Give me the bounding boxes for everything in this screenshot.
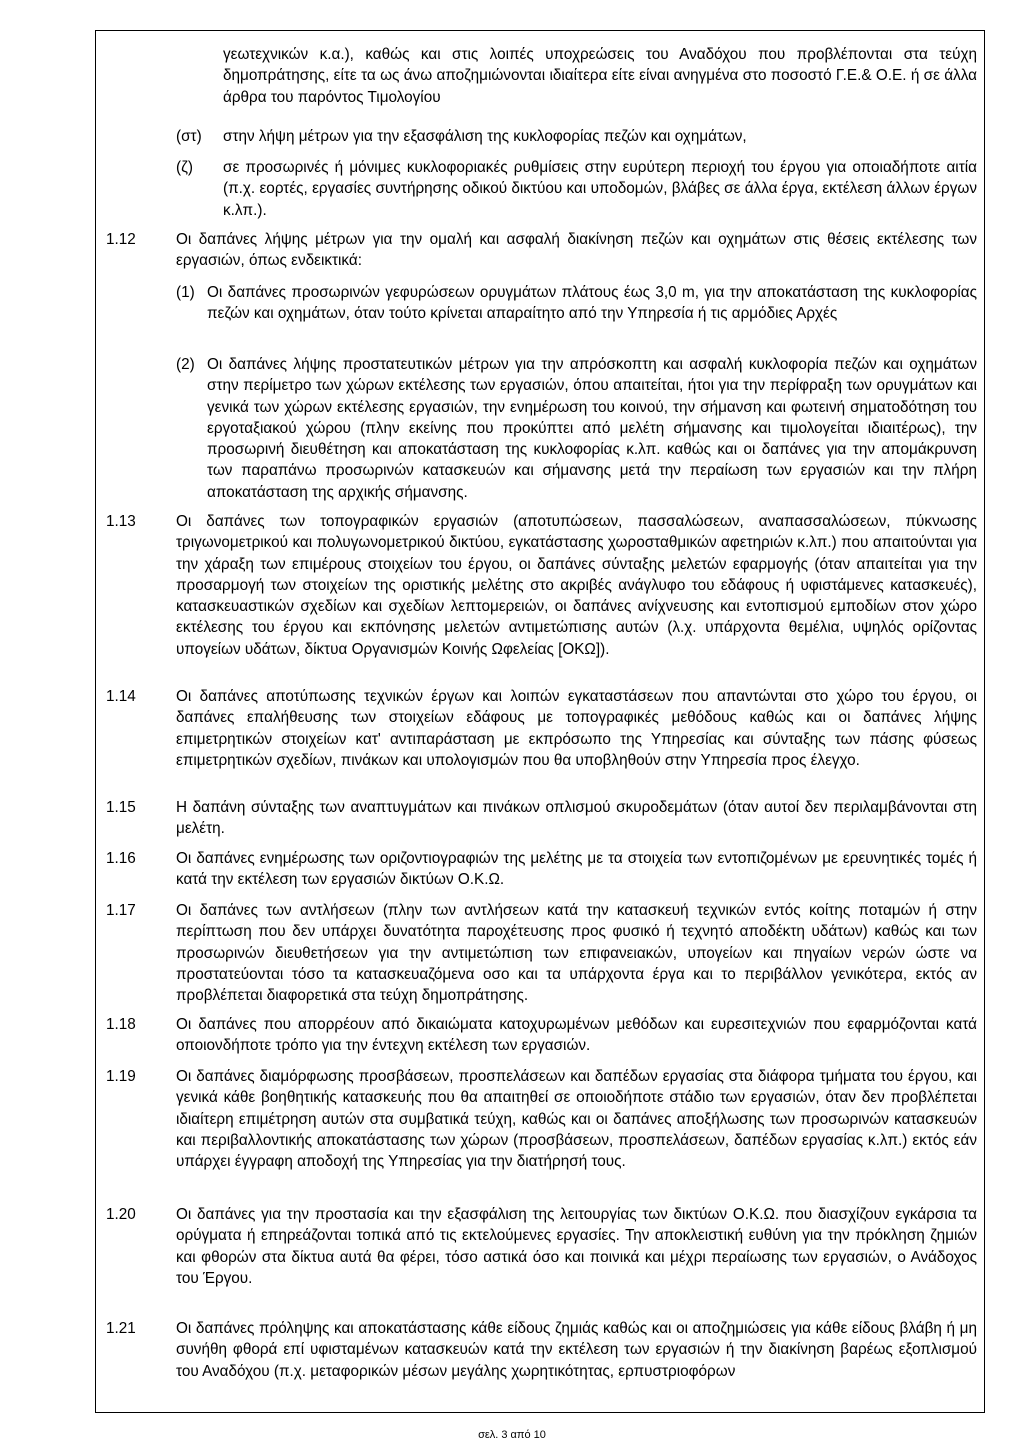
page-number: σελ. 3 από 10 [478,1429,546,1441]
section-number: 1.19 [106,1068,136,1085]
section-number: 1.17 [106,902,136,919]
section-number: 1.18 [106,1016,136,1033]
section-text: Οι δαπάνες διαμόρφωσης προσβάσεων, προσπελάσεων και δαπέδων εργασίας στα διάφορα τμήματα του έργου, και γενικά κάθε βοηθητικής κατασκευής που θα απαιτηθεί σε οποιοδήποτε στάδιο των εργασιών, όταν δεν προβλέπεται ιδιαίτερη επιμέτρηση αυτών στα συμβατικά τεύχη, καθώς και οι δαπάνες αποξήλωσης των προσωρινών κατασκευών και περιβαλλοντικής αποκατάστασης των χώρων (προσβάσεων, προσπελάσεων, δαπέδων εργασίας κ.λπ.) εκτός εάν υπάρχει έγγραφη αποδοχή της Υπηρεσίας για την διατήρησή τους. [176,1068,977,1171]
section-text: Η δαπάνη σύνταξης των αναπτυγμάτων και πινάκων οπλισμού σκυροδεμάτων (όταν αυτοί δεν περιλαμβάνονται στη μελέτη. [176,799,977,838]
section-number: 1.20 [106,1206,136,1223]
subitem-2-label: (2) [176,356,195,373]
subitem-1-label: (1) [176,284,195,301]
subitem-2-text: Οι δαπάνες λήψης προστατευτικών μέτρων για την απρόσκοπτη και ασφαλή κυκλοφορία πεζών και οχημάτων στην περίμετρο των χώρων εκτέλεσης των εργασιών, όπου απαιτείται, ήτοι για την περίφραξη των ορυγμάτων και γενικά των χώρων εκτέλεσης εργασιών, την ενημέρωση του κοινού, την σήμανση και φωτεινή σηματοδότηση του εργοταξιακού χώρου (πλην εκείνης που προκύπτει από μελέτη σήμανσης και τιμολογείται ιδιαιτέρως), την προσωρινή διευθέτηση και αποκατάσταση της κυκλοφορίας κ.λπ. καθώς και οι δαπάνες για την απομάκρυνση των παραπάνω προσωρινών κατασκευών και σήμανσης μετά την περαίωση των εργασιών και την πλήρη αποκατάσταση της αρχικής σήμανσης. [207,356,977,501]
section-number: 1.15 [106,799,136,816]
section-number: 1.21 [106,1320,136,1337]
item-st-text: στην λήψη μέτρων για την εξασφάλιση της κυκλοφορίας πεζών και οχημάτων, [223,128,747,145]
section-number: 1.16 [106,850,136,867]
section-text: Οι δαπάνες ενημέρωσης των οριζοντιογραφιών της μελέτης με τα στοιχεία των εντοπιζομένων με ερευνητικές τομές ή κατά την εκτέλεση των εργασιών δικτύων Ο.Κ.Ω. [176,850,977,889]
section-text: Οι δαπάνες πρόληψης και αποκατάστασης κάθε είδους ζημιάς καθώς και οι αποζημιώσεις για κάθε είδους βλάβη ή μη συνήθη φθορά επί υφισταμένων κατασκευών κατά την εκτέλεση των εργασιών ή την διακίνηση βαρέως εξοπλισμού του Αναδόχου (π.χ. μεταφορικών μέσων μεγάλης χωρητικότητας, ερπυστριοφόρων [176,1320,977,1380]
item-z-text: σε προσωρινές ή μόνιμες κυκλοφοριακές ρυθμίσεις στην ευρύτερη περιοχή του έργου για οποιαδήποτε αιτία (π.χ. εορτές, εργασίες συντήρησης οδικού δικτύου και υποδομών, βλάβες σε άλλα έργα, εκτέλεση άλλων έργων κ.λπ.). [223,159,977,219]
item-st-label: (στ) [176,128,202,145]
section-number: 1.13 [106,513,136,530]
section-text: Οι δαπάνες των τοπογραφικών εργασιών (αποτυπώσεων, πασσαλώσεων, αναπασσαλώσεων, πύκνωσης τριγωνομετρικού και πολυγωνομετρικού δικτύου, εγκατάστασης χωροσταθμικών αφετηριών κ.λπ.) που απαιτούνται για την χάραξη των επιμέρους στοιχείων του έργου, οι δαπάνες σύνταξης μελετών εφαρμογής (όταν απαιτείται για την προσαρμογή των στοιχείων της οριστικής μελέτης στο ακριβές ανάγλυφο του εδάφους ή υφιστάμενες κατασκευές), κατασκευαστικών σχεδίων και σχεδίων λεπτομερειών, οι δαπάνες ανίχνευσης και εντοπισμού εμποδίων στον χώρο εκτέλεσης του έργου και εκπόνησης μελετών αντιμετώπισης αυτών (λ.χ. υπάρχοντα θεμέλια, υψηλός ορίζοντας υπογείων υδάτων, δίκτυα Οργανισμών Κοινής Ωφελείας [ΟΚΩ]). [176,513,977,658]
item-z-label: (ζ) [176,159,193,176]
section-text: Οι δαπάνες για την προστασία και την εξασφάλιση της λειτουργίας των δικτύων Ο.Κ.Ω. που διασχίζουν εγκάρσια τα ορύγματα ή επηρεάζονται τοπικά από τις εκτελούμενες εργασίες. Την αποκλειστική ευθύνη για την πρόκληση ζημιών και φθορών στα δίκτυα αυτά θα φέρει, τόσο αστικά όσο και ποινικά και μέχρι περαίωσης των εργασιών, ο Ανάδοχος του Έργου. [176,1206,977,1287]
section-text: Οι δαπάνες των αντλήσεων (πλην των αντλήσεων κατά την κατασκευή τεχνικών εντός κοίτης ποταμών ή στην περίπτωση που δεν υπάρχει δυνατότητα παροχέτευσης προς φυσικό ή τεχνητό αποδέκτη υδάτων) καθώς και των προσωρινών διευθετήσεων για την αντιμετώπιση των επιφανειακών, υπογείων και πηγαίων νερών ώστε να προστατεύονται τόσο τα κατασκευαζόμενα οσο και τα υπάρχοντα έργα και το περιβάλλον γενικότερα, εκτός αν προβλέπεται διαφορετικά στα τεύχη δημοπράτησης. [176,902,977,1005]
continued-paragraph: γεωτεχνικών κ.α.), καθώς και στις λοιπές υποχρεώσεις του Αναδόχου που προβλέπονται στα τεύχη δημοπράτησης, είτε τα ως άνω αποζημιώνονται ιδιαίτερα είτε είναι ανηγμένα στο ποσοστό Γ.Ε.& Ο.Ε. ή σε άλλα άρθρα του παρόντος Τιμολογίου [223,46,977,106]
section-number: 1.12 [106,231,136,248]
section-text: Οι δαπάνες που απορρέουν από δικαιώματα κατοχυρωμένων μεθόδων και ευρεσιτεχνιών που εφαρμόζονται κατά οποιονδήποτε τρόπο για την έντεχνη εκτέλεση των εργασιών. [176,1016,977,1055]
section-text: Οι δαπάνες αποτύπωσης τεχνικών έργων και λοιπών εγκαταστάσεων που απαντώνται στο χώρο του έργου, οι δαπάνες επαλήθευσης των στοιχείων εδάφους με τοπογραφικές μεθόδους καθώς και οι δαπάνες λήψης επιμετρητικών στοιχείων κατ' αντιπαράσταση με εκπρόσωπο της Υπηρεσίας και σύνταξης των πάσης φύσεως επιμετρητικών σχεδίων, πινάκων και υπολογισμών που θα υποβληθούν στην Υπηρεσία προς έλεγχο. [176,688,977,769]
section-number: 1.14 [106,688,136,705]
section-text: Οι δαπάνες λήψης μέτρων για την ομαλή και ασφαλή διακίνηση πεζών και οχημάτων στις θέσεις εκτέλεσης των εργασιών, όπως ενδεικτικά: [176,231,977,270]
subitem-1-text: Οι δαπάνες προσωρινών γεφυρώσεων ορυγμάτων πλάτους έως 3,0 m, για την αποκατάσταση της κυκλοφορίας πεζών και οχημάτων, όταν τούτο κρίνεται απαραίτητο από την Υπηρεσία ή τις αρμόδιες Αρχές [207,284,977,323]
